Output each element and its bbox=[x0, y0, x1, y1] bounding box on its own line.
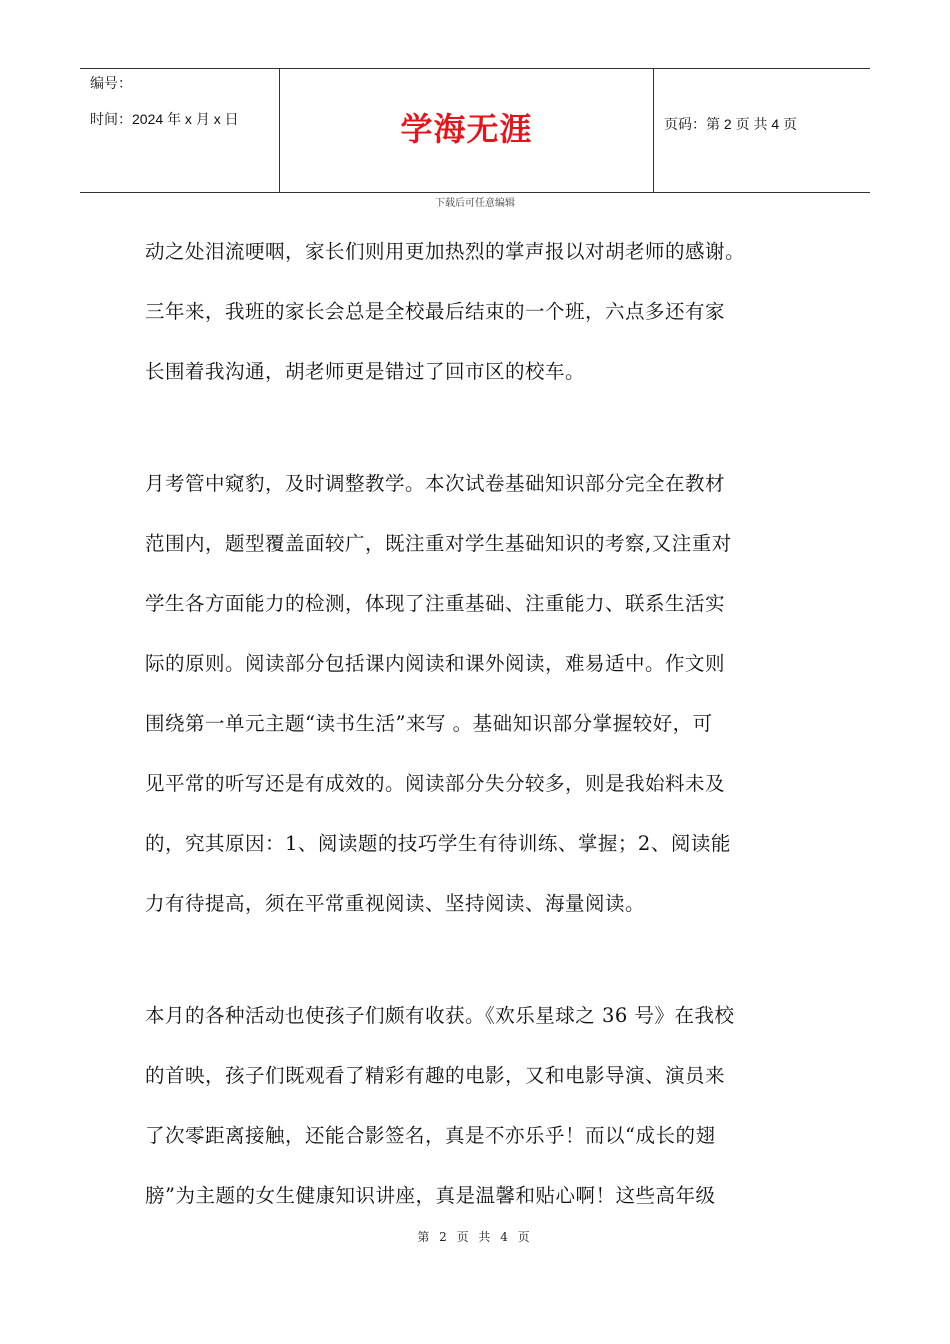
header-brand-cell bbox=[280, 69, 654, 192]
document-time-label: 时间：2024 年 x 月 x 日 bbox=[90, 111, 239, 127]
paragraph-spacer bbox=[145, 416, 825, 468]
text-line: 的，究其原因：1、阅读题的技巧学生有待训练、掌握；2、阅读能 bbox=[145, 832, 731, 855]
paragraph bbox=[145, 236, 825, 416]
text-line: 学生各方面能力的检测，体现了注重基础、注重能力、联系生活实 bbox=[145, 592, 726, 615]
text-line: 见平常的听写还是有成效的。阅读部分失分较多，则是我始料未及 bbox=[145, 772, 726, 795]
document-body bbox=[145, 236, 825, 1240]
paragraph bbox=[145, 468, 825, 948]
text-line: 围绕第一单元主题“读书生活”来写 。基础知识部分掌握较好，可 bbox=[145, 712, 713, 735]
edit-note: 下载后可任意编辑 bbox=[435, 198, 515, 209]
text-line: 的首映，孩子们既观看了精彩有趣的电影，又和电影导演、演员来 bbox=[145, 1064, 726, 1087]
text-line: 本月的各种活动也使孩子们颇有收获。《欢乐星球之 36 号》在我校 bbox=[145, 1004, 735, 1027]
text-line: 三年来，我班的家长会总是全校最后结束的一个班，六点多还有家 bbox=[145, 300, 726, 323]
text-line: 动之处泪流哽咽，家长们则用更加热烈的掌声报以对胡老师的感谢。 bbox=[145, 240, 746, 263]
paragraph-spacer bbox=[145, 948, 825, 1000]
text-line: 际的原则。阅读部分包括课内阅读和课外阅读，难易适中。作文则 bbox=[145, 652, 726, 675]
text-line: 月考管中窥豹，及时调整教学。本次试卷基础知识部分完全在教材 bbox=[145, 472, 726, 495]
brand-title: 学海无涯 bbox=[400, 110, 533, 148]
text-line: 长围着我沟通，胡老师更是错过了回市区的校车。 bbox=[145, 360, 586, 383]
text-line: 了次零距离接触，还能合影签名，真是不亦乐乎！而以“成长的翅 bbox=[145, 1124, 716, 1147]
document-header bbox=[80, 68, 870, 193]
text-line: 膀”为主题的女生健康知识讲座，真是温馨和贴心啊！这些高年级 bbox=[145, 1184, 716, 1207]
header-info-cell bbox=[80, 69, 280, 192]
page-number-label: 页码：第 2 页 共 4 页 bbox=[664, 116, 798, 132]
document-number-label: 编号： bbox=[90, 75, 132, 91]
page-footer: 第 2 页 共 4 页 bbox=[417, 1230, 533, 1244]
text-line: 力有待提高，须在平常重视阅读、坚持阅读、海量阅读。 bbox=[145, 892, 646, 915]
header-page-cell bbox=[654, 69, 870, 192]
text-line: 范围内，题型覆盖面较广，既注重对学生基础知识的考察,又注重对 bbox=[145, 532, 732, 555]
paragraph bbox=[145, 1000, 825, 1240]
